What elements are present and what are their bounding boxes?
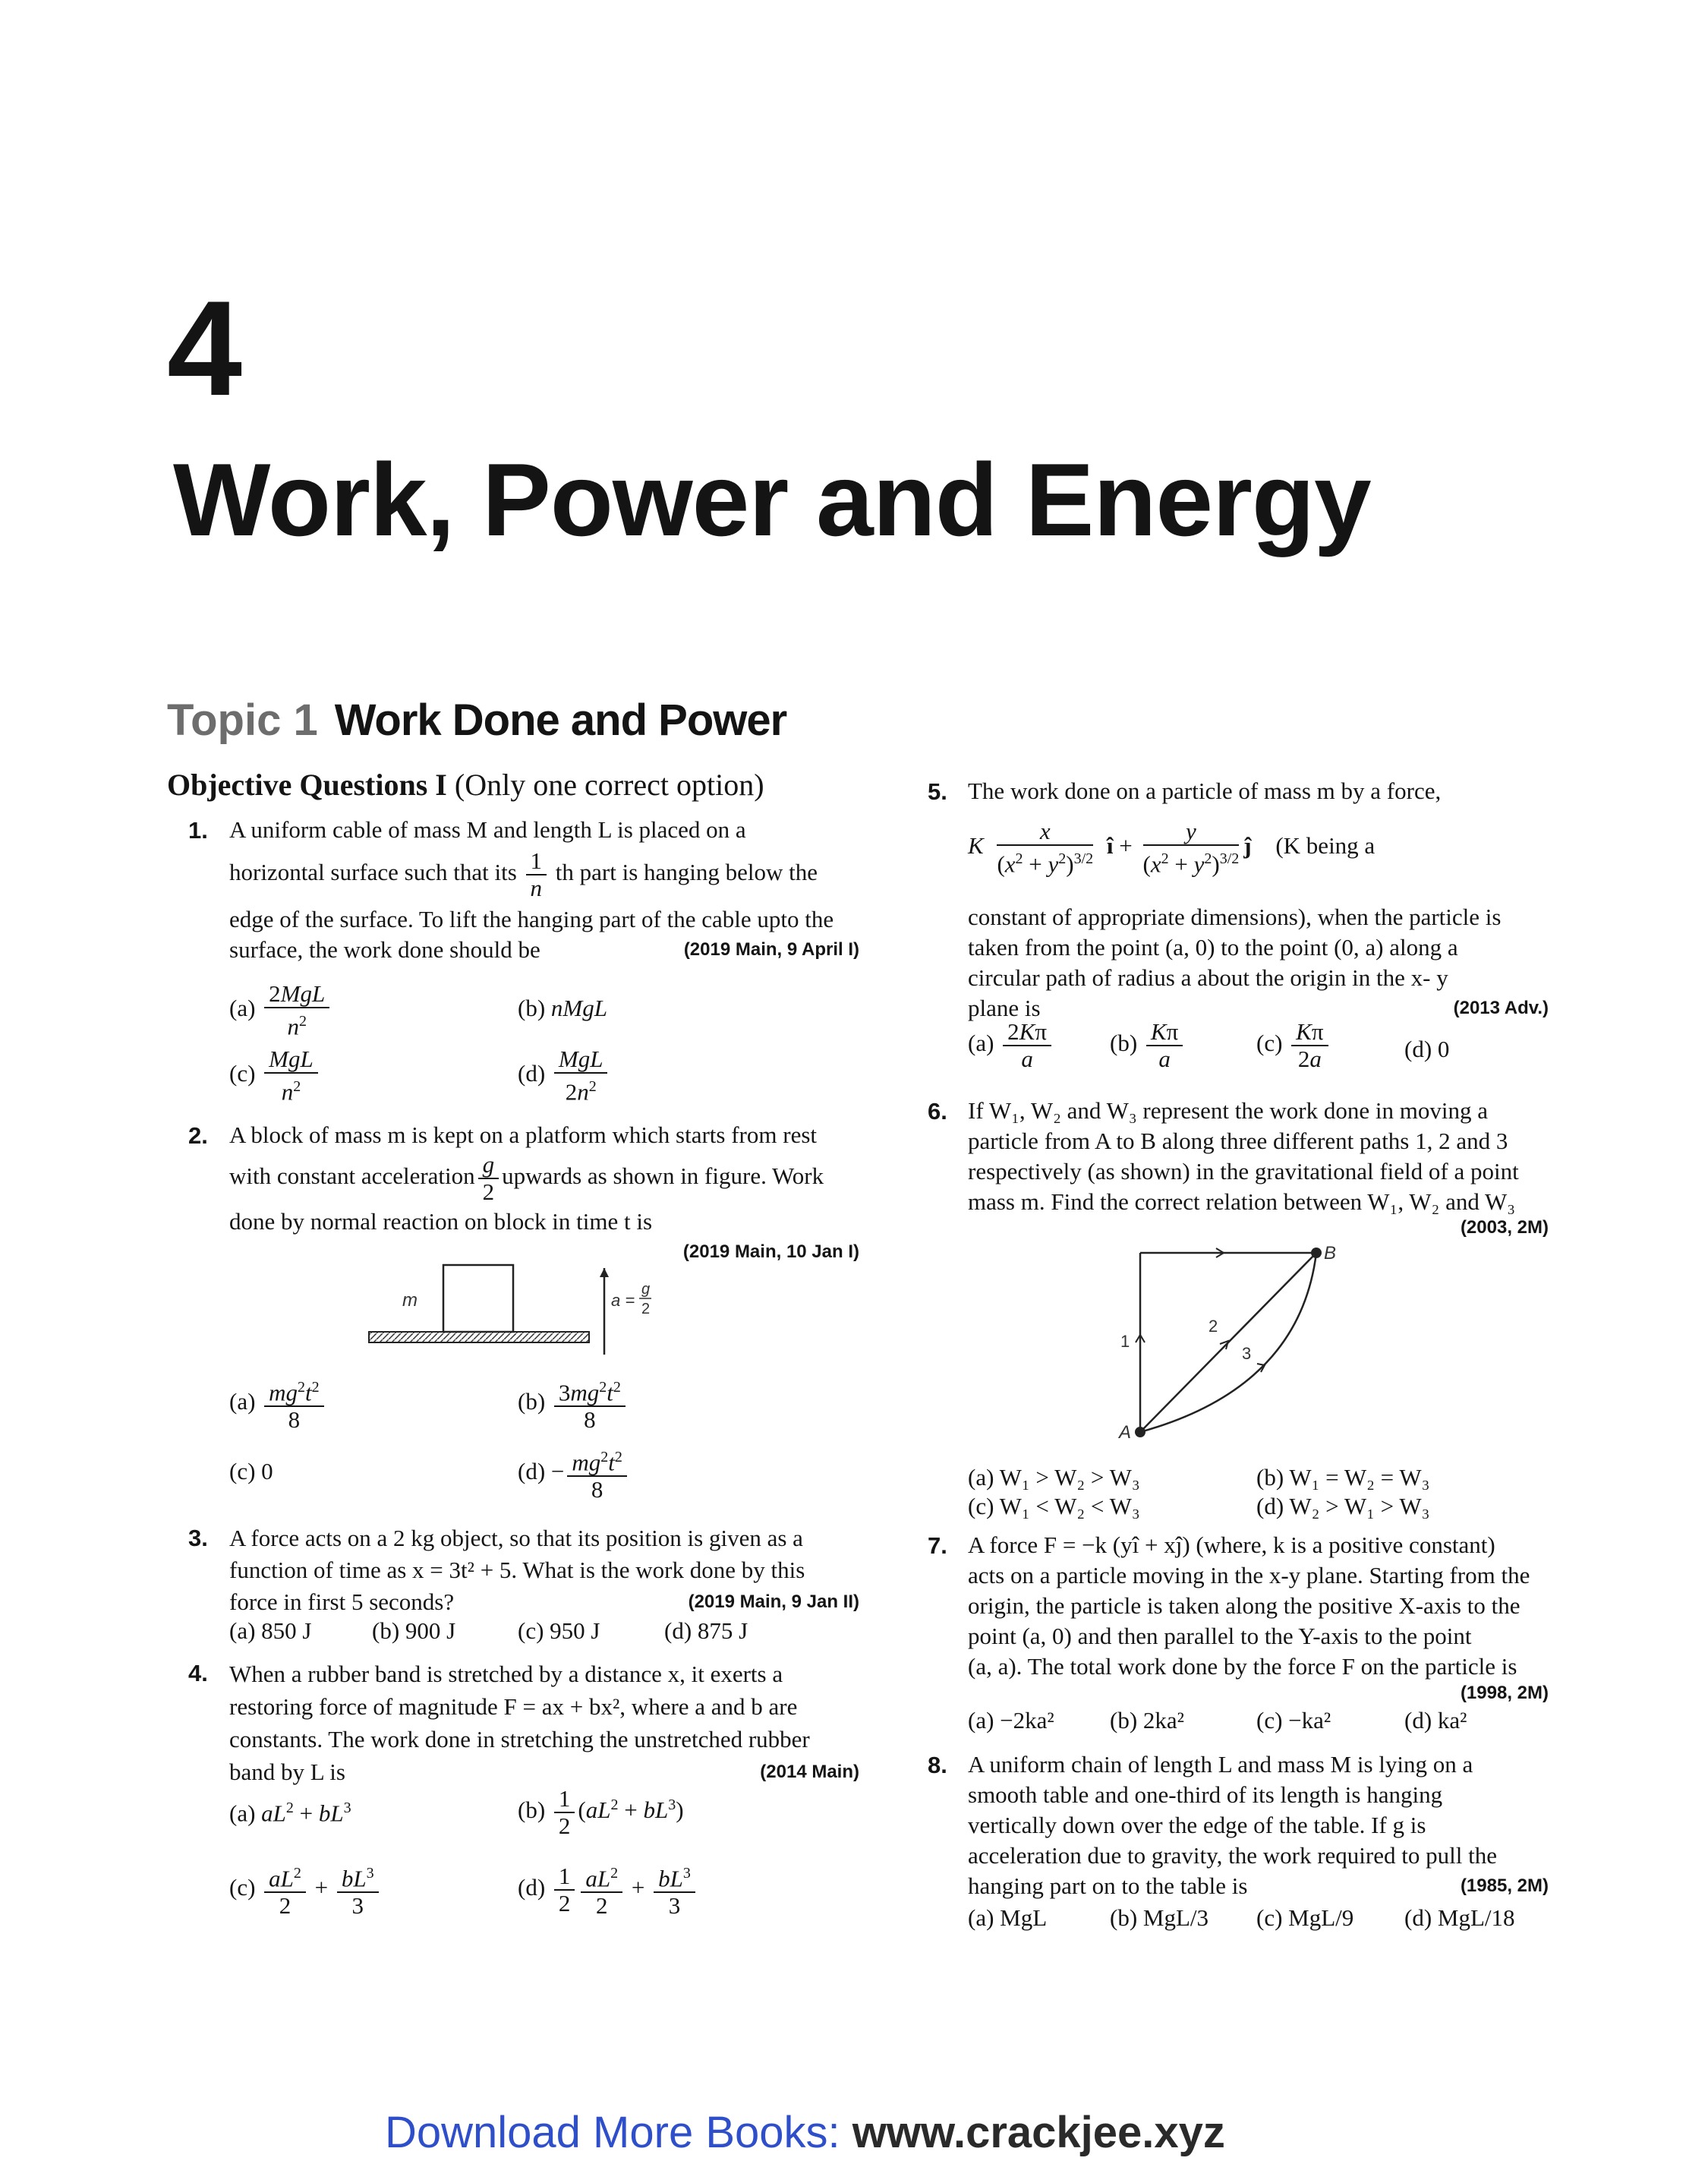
q7-option-d: (d) ka² bbox=[1404, 1707, 1467, 1733]
chapter-title: Work, Power and Energy bbox=[173, 442, 1371, 557]
question-number: 5. bbox=[928, 778, 947, 805]
q6-line2: particle from A to B along three different paths 1, 2 and 3 bbox=[968, 1128, 1508, 1154]
q2-option-d: (d) − $\frac{mg^2t^2}{8}$ bbox=[518, 1444, 630, 1503]
fraction-g-over-2: $\frac{g}{2}$ bbox=[478, 1152, 499, 1205]
q1-line2a: horizontal surface such that its bbox=[229, 859, 517, 886]
question-number: 7. bbox=[928, 1532, 947, 1559]
section-title: Objective Questions I bbox=[167, 768, 447, 802]
q4-option-b: (b) $\frac{1}{2}$ $(aL^2 + bL^3)$ bbox=[518, 1785, 684, 1839]
q5-line3: constant of appropriate dimensions), when the particle is bbox=[968, 904, 1502, 930]
fraction-1-over-n: $\frac{1}{n}$ bbox=[526, 848, 547, 901]
q1-option-b: (b) nMgL bbox=[518, 995, 607, 1021]
question-number: 3. bbox=[188, 1525, 208, 1551]
q3-line3: force in first 5 seconds? bbox=[229, 1588, 455, 1615]
q6-line1: If W₁, W₂ and W₃ represent the work done in moving a bbox=[968, 1097, 1488, 1124]
label-1: 1 bbox=[1120, 1332, 1130, 1351]
q5-line1: The work done on a particle of mass m by a force, bbox=[968, 778, 1442, 804]
footer-label: Download More Books: bbox=[385, 2108, 840, 2157]
question-7 bbox=[968, 1530, 1549, 1705]
q2-option-c: (c) 0 bbox=[229, 1458, 273, 1484]
q2-line1: A block of mass m is kept on a platform which starts from rest bbox=[229, 1121, 818, 1148]
question-source: (1985, 2M) bbox=[1460, 1875, 1549, 1896]
q5-option-d: (d) 0 bbox=[1404, 1036, 1450, 1062]
q5-option-a: (a) $\frac{2K\pi}{a}$ bbox=[968, 1019, 1054, 1072]
q7-line3: origin, the particle is taken along the positive X-axis to the bbox=[968, 1592, 1520, 1619]
q1-option-c: (c) $\frac{\text{MgL}}{n^2}$ bbox=[229, 1046, 321, 1105]
q5-force-expression: K $\frac{x}{(x^2 + y^2)^{3/2}}$ î + $\frac{y}{(x^2 + y^2)^{3/2}}$ ĵ (K being a bbox=[968, 818, 1376, 878]
q8-option-d: (d) MgL/18 bbox=[1404, 1904, 1515, 1931]
q7-line4: point (a, 0) and then parallel to the Y-axis to the point bbox=[968, 1623, 1472, 1649]
q5-line5: circular path of radius a about the origin in the x- y bbox=[968, 964, 1448, 991]
q4-option-a: (a) $aL^2 + bL^3$ bbox=[229, 1800, 351, 1827]
q4-option-d: (d) $\frac{1}{2}$ $\frac{aL^2}{2}$ + $\frac{bL^3}{3}$ bbox=[518, 1860, 698, 1919]
chapter-number: 4 bbox=[167, 273, 242, 424]
topic-heading bbox=[167, 696, 787, 745]
section-note: (Only one correct option) bbox=[454, 768, 764, 802]
q5-option-b: (b) $\frac{K\pi}{a}$ bbox=[1110, 1019, 1186, 1072]
q7-line2: acts on a particle moving in the x-y plane. Starting from the bbox=[968, 1562, 1530, 1588]
q2-line3: done by normal reaction on block in time t is bbox=[229, 1208, 653, 1235]
block bbox=[443, 1265, 513, 1332]
question-number: 6. bbox=[928, 1098, 947, 1125]
q7-line5: (a, a). The total work done by the force F on the particle is bbox=[968, 1653, 1517, 1680]
mass-label: m bbox=[402, 1290, 418, 1311]
topic-label: Topic 1 bbox=[167, 696, 318, 745]
q5-option-c: (c) $\frac{K\pi}{2a}$ bbox=[1256, 1019, 1331, 1072]
q5-line6: plane is bbox=[968, 995, 1041, 1021]
q8-line5: hanging part on to the table is bbox=[968, 1872, 1248, 1899]
q3-option-a: (a) 850 J bbox=[229, 1617, 312, 1644]
q4-line4: band by L is bbox=[229, 1759, 345, 1785]
topic-name: Work Done and Power bbox=[334, 696, 787, 745]
q3-option-c: (c) 950 J bbox=[518, 1617, 600, 1644]
q5-k-being: (K being a bbox=[1275, 831, 1376, 859]
q2-option-a: (a) $\frac{mg^2t^2}{8}$ bbox=[229, 1374, 327, 1433]
q3-option-d: (d) 875 J bbox=[664, 1617, 748, 1644]
label-b: B bbox=[1324, 1244, 1337, 1263]
q3-line1: A force acts on a 2 kg object, so that its position is given as a bbox=[229, 1525, 803, 1551]
question-number: 1. bbox=[188, 817, 208, 844]
q1-option-d: (d) $\frac{\text{MgL}}{2n^2}$ bbox=[518, 1046, 610, 1105]
question-6 bbox=[968, 1096, 1549, 1238]
question-2 bbox=[229, 1120, 859, 1267]
q4-option-c: (c) $\frac{aL^2}{2}$ + $\frac{bL^3}{3}$ bbox=[229, 1860, 382, 1919]
q8-line4: acceleration due to gravity, the work required to pull the bbox=[968, 1842, 1497, 1869]
question-number: 4. bbox=[188, 1660, 208, 1686]
point-a bbox=[1135, 1427, 1145, 1437]
q6-line3: respectively (as shown) in the gravitational field of a point bbox=[968, 1158, 1519, 1185]
q7-option-b: (b) 2ka² bbox=[1110, 1707, 1184, 1733]
footer-link[interactable]: www.crackjee.xyz bbox=[852, 2108, 1225, 2157]
question-source: (2014 Main) bbox=[760, 1762, 859, 1782]
question-5 bbox=[968, 776, 1549, 806]
question-source: (2013 Adv.) bbox=[1453, 998, 1549, 1018]
q4-line2: restoring force of magnitude F = ax + bx², where a and b are bbox=[229, 1693, 798, 1720]
question-source: (2019 Main, 9 April I) bbox=[683, 939, 859, 960]
q6-option-c: (c) W₁ < W₂ < W₃ bbox=[968, 1493, 1140, 1519]
question-number: 2. bbox=[188, 1122, 208, 1149]
q8-line3: vertically down over the edge of the table. If g is bbox=[968, 1812, 1426, 1838]
q5-line4: taken from the point (a, 0) to the point (0, a) along a bbox=[968, 934, 1458, 961]
section-heading bbox=[167, 767, 764, 803]
q1-line4: surface, the work done should be bbox=[229, 936, 540, 963]
question-4 bbox=[229, 1658, 859, 1788]
question-source: (2019 Main, 9 Jan II) bbox=[688, 1592, 859, 1612]
paths-figure bbox=[1108, 1244, 1359, 1441]
question-1 bbox=[229, 815, 859, 965]
point-b bbox=[1311, 1248, 1322, 1258]
question-source: (2003, 2M) bbox=[1460, 1217, 1549, 1238]
q3-line2: function of time as x = 3t² + 5. What is the work done by this bbox=[229, 1557, 805, 1583]
question-source: (1998, 2M) bbox=[1460, 1683, 1549, 1703]
q8-option-a: (a) MgL bbox=[968, 1904, 1048, 1931]
q2-option-b: (b) $\frac{3mg^2t^2}{8}$ bbox=[518, 1374, 629, 1433]
q2-line2b: upwards as shown in figure. Work bbox=[502, 1162, 824, 1190]
question-3 bbox=[229, 1522, 859, 1618]
q7-line1: A force F = −k (yî + xĵ) (where, k is a positive constant) bbox=[968, 1532, 1495, 1558]
svg-text:g: g bbox=[641, 1281, 651, 1298]
acceleration-label: a = bbox=[611, 1291, 635, 1310]
q2-line2a: with constant acceleration bbox=[229, 1162, 475, 1190]
q7-option-c: (c) −ka² bbox=[1256, 1707, 1331, 1733]
q6-line4: mass m. Find the correct relation between W₁, W₂ and W₃ bbox=[968, 1188, 1516, 1215]
q8-option-c: (c) MgL/9 bbox=[1256, 1904, 1354, 1931]
question-5-body bbox=[968, 902, 1549, 1024]
q4-line3: constants. The work done in stretching the unstretched rubber bbox=[229, 1726, 810, 1752]
label-3: 3 bbox=[1242, 1344, 1252, 1363]
q8-line1: A uniform chain of length L and mass M is lying on a bbox=[968, 1751, 1473, 1778]
q8-line2: smooth table and one-third of its length is hanging bbox=[968, 1781, 1443, 1808]
label-a: A bbox=[1119, 1422, 1132, 1441]
q6-option-a: (a) W₁ > W₂ > W₃ bbox=[968, 1464, 1140, 1491]
question-source: (2019 Main, 10 Jan I) bbox=[682, 1241, 859, 1262]
q8-option-b: (b) MgL/3 bbox=[1110, 1904, 1209, 1931]
platform bbox=[369, 1332, 589, 1342]
q1-line1: A uniform cable of mass M and length L is placed on a bbox=[229, 816, 746, 843]
q7-option-a: (a) −2ka² bbox=[968, 1707, 1054, 1733]
svg-text:2: 2 bbox=[641, 1301, 651, 1317]
q1-line2b: th part is hanging below the bbox=[555, 859, 818, 886]
label-2: 2 bbox=[1209, 1317, 1218, 1336]
q3-option-b: (b) 900 J bbox=[372, 1617, 456, 1644]
question-number: 8. bbox=[928, 1752, 947, 1778]
platform-block-figure bbox=[364, 1260, 668, 1367]
question-8 bbox=[968, 1749, 1549, 1901]
q4-line1: When a rubber band is stretched by a distance x, it exerts a bbox=[229, 1661, 783, 1687]
q6-option-b: (b) W₁ = W₂ = W₃ bbox=[1256, 1464, 1430, 1491]
q6-option-d: (d) W₂ > W₁ > W₃ bbox=[1256, 1493, 1430, 1519]
footer-download[interactable] bbox=[385, 2107, 1225, 2158]
q1-line3: edge of the surface. To lift the hanging part of the cable upto the bbox=[229, 906, 834, 932]
q1-option-a: (a) $\frac{\text{2MgL}}{n^2}$ bbox=[229, 981, 332, 1039]
